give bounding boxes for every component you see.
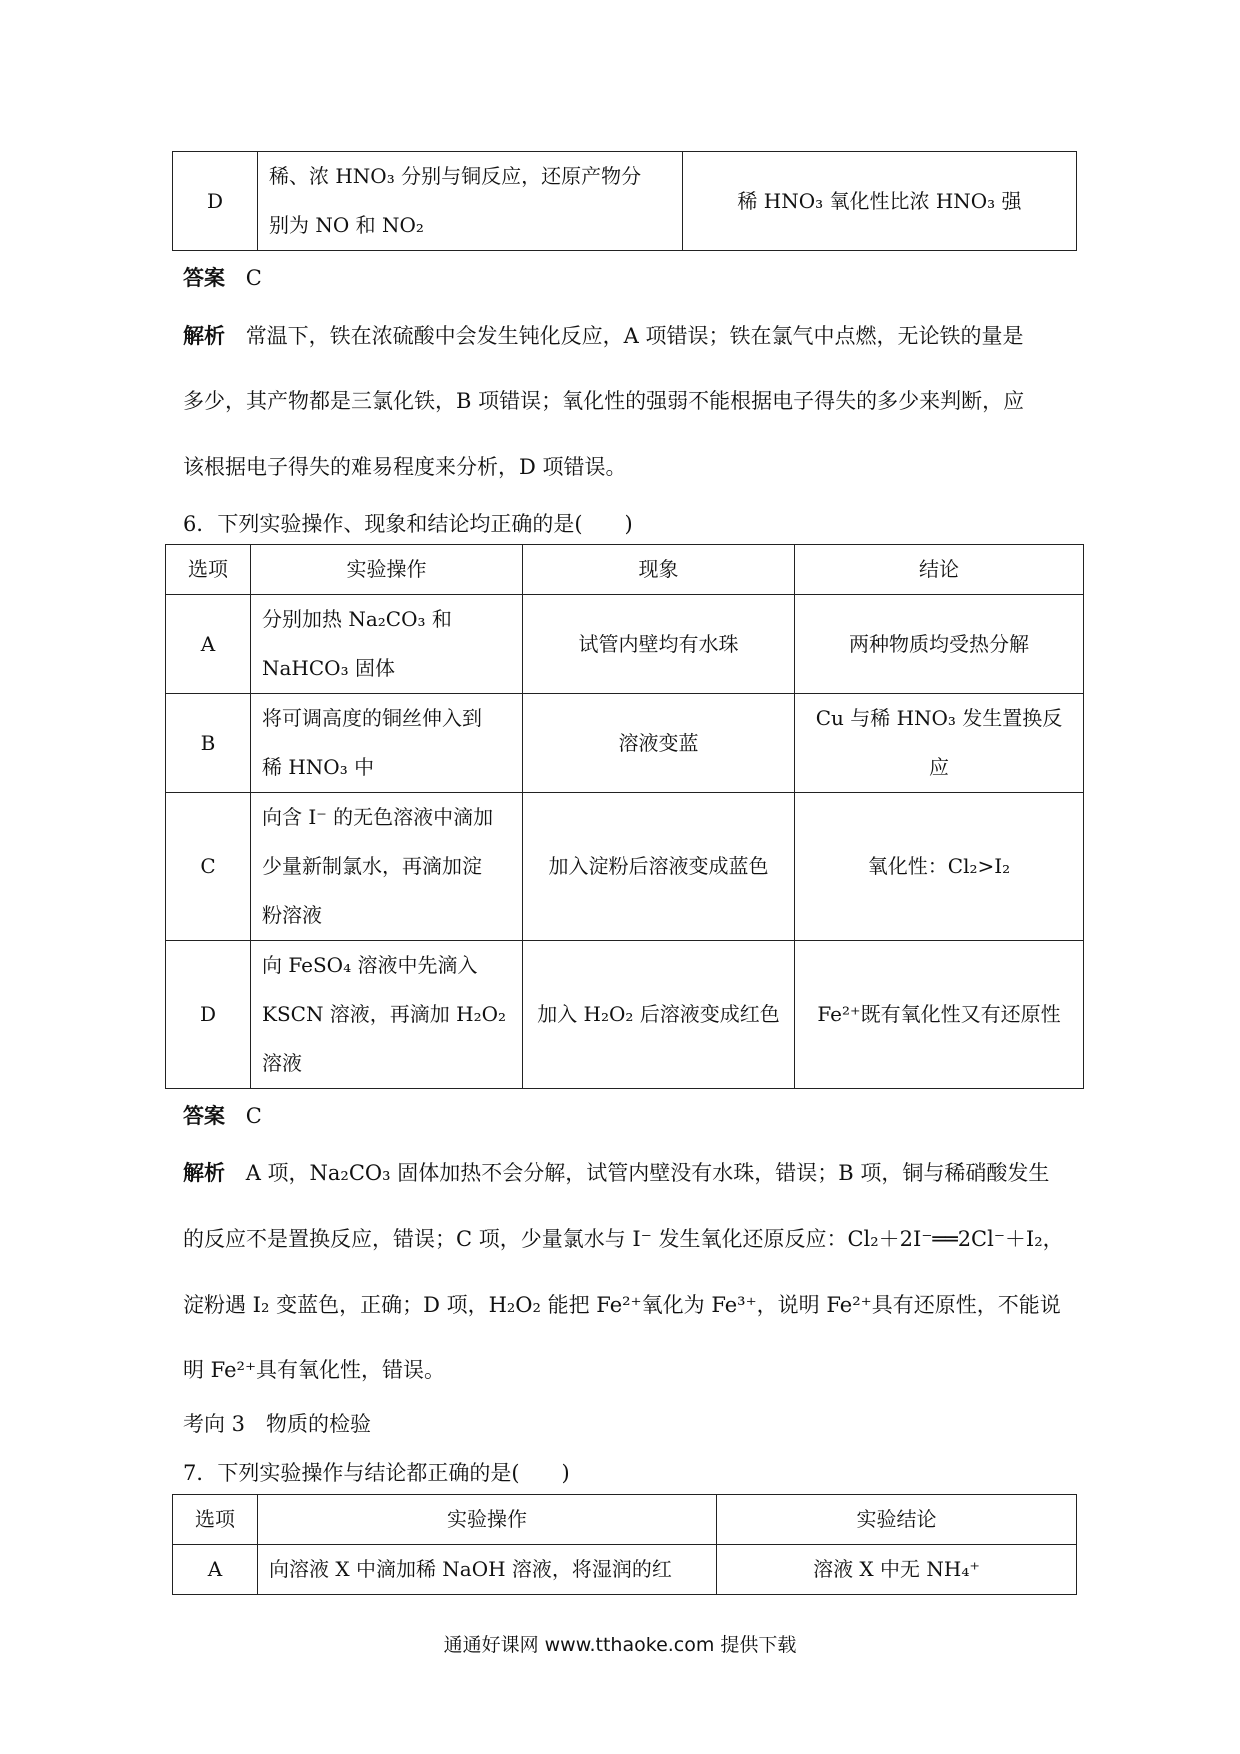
answer-value: C [245, 1104, 262, 1128]
option-cell: A [166, 595, 251, 694]
header-cell: 选项 [166, 545, 251, 595]
operation-cell [251, 941, 523, 1089]
option-cell: D [166, 941, 251, 1089]
option-cell: B [166, 694, 251, 793]
footer-text: 通通好课网 www.tthaoke.com 提供下载 [443, 1634, 797, 1656]
table-row [173, 152, 1077, 251]
answer-value: C [245, 266, 262, 290]
header-cell: 结论 [795, 545, 1084, 595]
table-row [166, 941, 1084, 1089]
header-cell: 实验结论 [717, 1495, 1077, 1545]
answer-line [183, 262, 262, 292]
operation-cell [251, 793, 523, 941]
phenomenon-cell: 溶液变蓝 [523, 694, 795, 793]
operation-cell [258, 152, 683, 251]
header-cell: 实验操作 [251, 545, 523, 595]
operation-line: NaHCO₃ 固体 [262, 656, 395, 680]
analysis-text: 淀粉遇 I₂ 变蓝色，正确；D 项，H₂O₂ 能把 Fe²⁺氧化为 Fe³⁺，说明 Fe²⁺具有还原性，不能说 [183, 1293, 1061, 1317]
operation-line: 向含 I⁻ 的无色溶液中滴加 [262, 805, 494, 829]
table-q5-fragment [172, 151, 1077, 251]
operation-line: 稀 HNO₃ 中 [262, 755, 375, 779]
operation-line: 少量新制氯水，再滴加淀 [262, 854, 482, 878]
analysis-text: 明 Fe²⁺具有氧化性，错误。 [183, 1358, 446, 1382]
operation-cell: 向溶液 X 中滴加稀 NaOH 溶液，将湿润的红 [258, 1545, 717, 1595]
operation-line: 分别加热 Na₂CO₃ 和 [262, 607, 452, 631]
phenomenon-cell: 加入淀粉后溶液变成蓝色 [523, 793, 795, 941]
option-cell: D [173, 152, 258, 251]
table-row [166, 595, 1084, 694]
conclusion-cell: Cu 与稀 HNO₃ 发生置换反应 [795, 694, 1084, 793]
question-title: 7．下列实验操作与结论都正确的是( ) [183, 1461, 570, 1485]
operation-cell [251, 595, 523, 694]
phenomenon-cell: 试管内壁均有水珠 [523, 595, 795, 694]
table-row [173, 1545, 1077, 1595]
operation-line: 别为 NO 和 NO₂ [269, 213, 424, 237]
conclusion-cell: 氧化性：Cl₂>I₂ [795, 793, 1084, 941]
conclusion-cell: 两种物质均受热分解 [795, 595, 1084, 694]
operation-line: 向 FeSO₄ 溶液中先滴入 [262, 953, 478, 977]
operation-cell [251, 694, 523, 793]
table-q6 [165, 544, 1084, 1089]
operation-line: 将可调高度的铜丝伸入到 [262, 706, 482, 730]
analysis-text: 的反应不是置换反应，错误；C 项，少量氯水与 I⁻ 发生氧化还原反应：Cl₂＋2I⁻══2Cl⁻＋I₂， [183, 1227, 1064, 1251]
option-cell: A [173, 1545, 258, 1595]
operation-line: 溶液 [262, 1051, 302, 1075]
conclusion-cell: 稀 HNO₃ 氧化性比浓 HNO₃ 强 [683, 152, 1077, 251]
analysis-label: 解析 [183, 1160, 225, 1185]
question-title: 6．下列实验操作、现象和结论均正确的是( ) [183, 512, 633, 536]
conclusion-cell: Fe²⁺既有氧化性又有还原性 [795, 941, 1084, 1089]
analysis-text: 该根据电子得失的难易程度来分析，D 项错误。 [183, 455, 627, 479]
answer-label: 答案 [183, 265, 225, 290]
table-header-row [166, 545, 1084, 595]
table-row [166, 694, 1084, 793]
operation-line: 稀、浓 HNO₃ 分别与铜反应，还原产物分 [269, 164, 642, 188]
analysis-label: 解析 [183, 323, 225, 348]
conclusion-cell: 溶液 X 中无 NH₄⁺ [717, 1545, 1077, 1595]
table-header-row [173, 1495, 1077, 1545]
answer-line [183, 1100, 262, 1130]
header-cell: 选项 [173, 1495, 258, 1545]
operation-line: 粉溶液 [262, 903, 322, 927]
phenomenon-cell: 加入 H₂O₂ 后溶液变成红色 [523, 941, 795, 1089]
analysis-line [183, 1157, 1049, 1187]
analysis-text: A 项，Na₂CO₃ 固体加热不会分解，试管内壁没有水珠，错误；B 项，铜与稀硝酸发生 [245, 1161, 1050, 1185]
header-cell: 实验操作 [258, 1495, 717, 1545]
operation-line: KSCN 溶液，再滴加 H₂O₂ [262, 1002, 507, 1026]
table-row [166, 793, 1084, 941]
table-q7 [172, 1494, 1077, 1595]
section-heading: 考向 3 物质的检验 [183, 1412, 372, 1436]
header-cell: 现象 [523, 545, 795, 595]
option-cell: C [166, 793, 251, 941]
analysis-line [183, 320, 1024, 350]
answer-label: 答案 [183, 1103, 225, 1128]
analysis-text: 常温下，铁在浓硫酸中会发生钝化反应，A 项错误；铁在氯气中点燃，无论铁的量是 [245, 324, 1024, 348]
analysis-text: 多少，其产物都是三氯化铁，B 项错误；氧化性的强弱不能根据电子得失的多少来判断，应 [183, 389, 1025, 413]
